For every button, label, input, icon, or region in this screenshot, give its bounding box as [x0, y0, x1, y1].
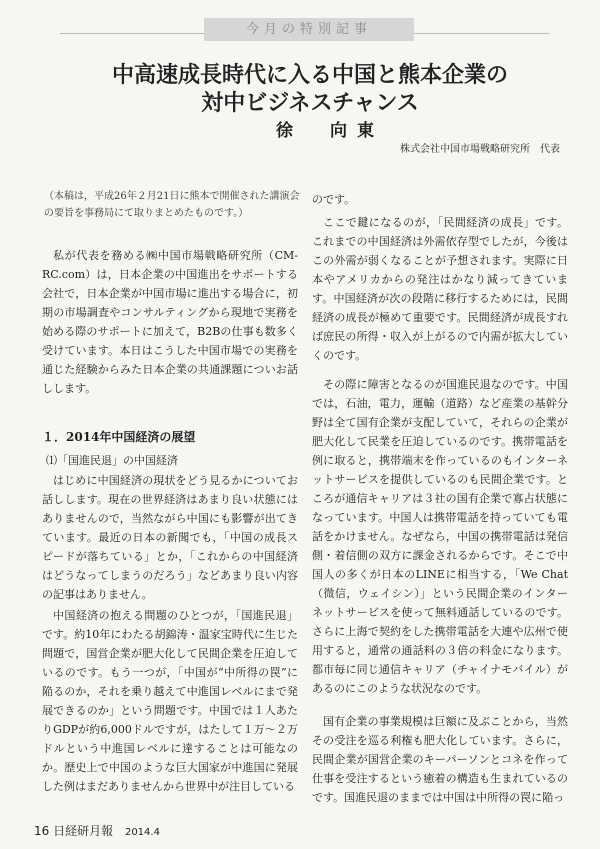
paragraph-4: その際に障害となるのが国進民退なのです。中国では，石油，電力，運輸（道路）など産業の基幹分野は全て国有企業が支配していて，それらの企業が肥大化して民業を圧迫しているのです。携帯電話を例に取ると，携帯端末を作っているのもインターネットサービスを提供しているのも民間企業です。ところが通信キャリアは３社の国有企業で寡占状態になっています。中国人は携帯電話を持っていても電話をかけません。なぜなら，中国の携帯電話は発信側・着信側の双方に課金されるからです。そこで中国人の多くが日本のLINEに相当する，「We Chat（微信，ウェイシン）」という民間企業のインターネットサービスを使って無料通話しているのです。さらに上海で契約をした携帯電話を大連や広州で使用すると，通常の通話料の３倍の料金になります。都市毎に同じ通信キャリア（チャイナモバイル）があるのにこのような状況なのです。 — [312, 378, 568, 695]
editorial-note: （本稿は，平成26年２月21日に熊本で開催された講演会の要旨を事務局にて取りまとめたものです。） — [44, 191, 300, 219]
paragraph-2: 中国経済の抱える問題のひとつが，「国進民退」です。約10年にわたる胡錦涛・温家宝時代に生じた問題で，国営企業が肥大化して民間企業を圧迫しているのです。もう一つが，「中国が“中所得の罠”に陥るのか，それを乗り越えて中進国レベルにまで発展できるのか」という問題です。中国では１人あたりGDPが約6,000ドルですが，はたして１万〜２万ドルという中進国レベルに達することは可能なのか。歴史上で中国のような巨大国家が中進国に発展した例はまだありませんから世界中が注目している — [42, 609, 298, 793]
author-affiliation: 株式会社中国市場戦略研究所 代表 — [400, 144, 560, 155]
page-number: 16 — [34, 824, 50, 838]
author-name: 徐 向東 — [276, 121, 384, 141]
article-title-line2: 対中ビジネスチャンス — [201, 91, 419, 116]
paragraph-1: はじめに中国経済の現状をどう見るかについてお話しします。現在の世界経済はあまり良い状態にはありませんので，当然ながら中国にも影響が出てきています。最近の日本の新聞でも，「中国の成長スピードが落ちている」とか，「これからの中国経済はどうなってしまうのだろう」などあまり良い内容の記事はありません。 — [42, 474, 298, 601]
subsection-heading: ⑴「国進民退」の中国経済 — [46, 454, 178, 467]
continuation-text: のです。 — [312, 193, 356, 206]
paragraph-3: ここで鍵になるのが，「民間経済の成長」です。これまでの中国経済は外需依存型でしたが，今後はこの外需が弱くなることが予想されます。実際に日本やアメリカからの発注はかなり減ってきています。中国経済が次の段階に移行するためには，民間経済の成長が極めて重要です。民間経済が成長すれば庶民の所得・収入が上がるので内需が拡大していくのです。 — [312, 216, 568, 362]
section-band: 今月の特別記事 — [204, 18, 414, 41]
article-title-line1: 中高速成長時代に入る中国と熊本企業の — [111, 63, 508, 88]
issue-date: 2014.4 — [124, 827, 160, 838]
magazine-name: 日経研月報 — [53, 824, 114, 838]
section-heading: １．2014年中国経済の展望 — [42, 430, 196, 444]
intro-paragraph: 私が代表を務める㈱中国市場戦略研究所（CM-RC.com）は，日本企業の中国進出をサポートする会社で，日本企業が中国市場に進出する場合に，初期の市場調査やコンサルティングから現地で実務を始める際のサポートに加えて，B2Bの仕事も数多く受けています。本日はこうした中国市場での実務を通じた経験からみた日本企業の共通課題についお話しします。 — [42, 249, 298, 395]
page-footer — [34, 822, 160, 839]
paragraph-5: 国有企業の事業規模は巨額に及ぶことから，当然その受注を巡る利権も肥大化しています。さらに，民間企業が国営企業のキーパーソンとコネを作って仕事を受注するという癒着の構造も生まれているのです。国進民退のままでは中国は中所得の罠に陥っ — [312, 715, 568, 804]
